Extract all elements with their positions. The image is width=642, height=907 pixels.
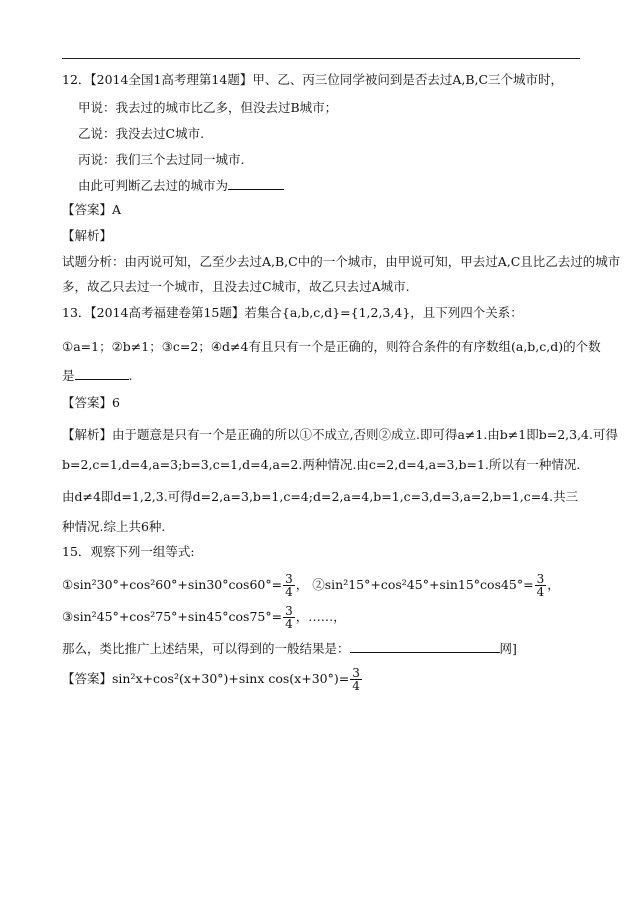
header-rule [62, 58, 580, 59]
q13-analysis-line3: 由d≠4即d=1,2,3.可得d=2,a=3,b=1,c=4;d=2,a=4,b=1,c=3,d=3,a=2,b=1,c=4.共三 [62, 489, 579, 504]
q13-analysis-line4: 种情况.综上共6种. [62, 519, 166, 534]
fraction: $\frac{3}{4}$ [536, 572, 545, 599]
q12-statement-jia: 甲说：我去过的城市比乙多，但没去过B城市； [78, 100, 338, 115]
q12-answer: 【答案】A [62, 202, 122, 217]
q13-analysis-line1: 【解析】由于题意是只有一个是正确的所以①不成立,否则②成立.即可得a≠1.由b≠1即b=2,3,4.可得 [62, 427, 618, 442]
q15-answer: 【答案】sin²x+cos²(x+30°)+sinx cos(x+30°)= $\frac{3}{4}$ [62, 666, 360, 693]
q13-answer: 【答案】6 [62, 395, 120, 410]
q13-heading: 13．【2014高考福建卷第15题】若集合{a,b,c,d}={1,2,3,4}，且下列四个关系： [62, 305, 523, 320]
q15-equations-row2: ③sin²45°+cos²75°+sin45°cos75°= $\frac{3}{4}$ ，……， [62, 604, 346, 631]
q13-question-tail: 是 . [62, 368, 133, 383]
answer-blank [350, 640, 500, 653]
fraction: $\frac{3}{4}$ [352, 666, 360, 693]
q12-analysis-line2: 多，故乙只去过一个城市，且没去过C城市，故乙只去过A城市. [62, 279, 410, 294]
q15-generalization: 那么，类比推广上述结果，可以得到的一般结果是： 网] [62, 641, 517, 656]
q13-analysis-line2: b=2,c=1,d=4,a=3;b=3,c=1,d=4,a=2.两种情况.由c=2,d=4,a=3,b=1.所以有一种情况. [62, 457, 581, 472]
q15-equation-3: ③sin²45°+cos²75°+sin45°cos75°= $\frac{3}{4}$ [62, 604, 293, 631]
fraction: $\frac{3}{4}$ [285, 604, 293, 631]
q12-statement-bing: 丙说：我们三个去过同一城市. [78, 152, 245, 167]
q15-equations-row1: ①sin²30°+cos²60°+sin30°cos60°= $\frac{3}{4}$ ， ②sin²15°+cos²45°+sin15°cos45°= $\frac{3}{4}$ ， [62, 572, 560, 599]
q15-heading: 15．观察下列一组等式: [62, 544, 195, 559]
answer-blank [75, 367, 129, 380]
q12-heading: 12．【2014全国1高考理第14题】甲、乙、丙三位同学被问到是否去过A,B,C三个城市时， [62, 72, 564, 87]
q15-equation-2: ②sin²15°+cos²45°+sin15°cos45°= $\frac{3}{4}$ [312, 572, 545, 599]
q12-analysis-tag: 【解析】 [62, 228, 113, 243]
q12-statement-yi: 乙说：我没去过C城市. [78, 126, 205, 141]
q12-question: 由此可判断乙去过的城市为 [78, 177, 284, 195]
q13-conditions: ①a=1；②b≠1；③c=2；④d≠4有且只有一个是正确的，则符合条件的有序数组(a,b,c,d)的个数 [62, 339, 601, 354]
fraction: $\frac{3}{4}$ [285, 572, 293, 599]
answer-blank [228, 177, 284, 190]
q12-analysis-line1: 试题分析：由丙说可知，乙至少去过A,B,C中的一个城市，由甲说可知，甲去过A,C且比乙去过的城市 [62, 254, 621, 269]
q15-equation-1: ①sin²30°+cos²60°+sin30°cos60°= $\frac{3}{4}$ [62, 572, 293, 599]
